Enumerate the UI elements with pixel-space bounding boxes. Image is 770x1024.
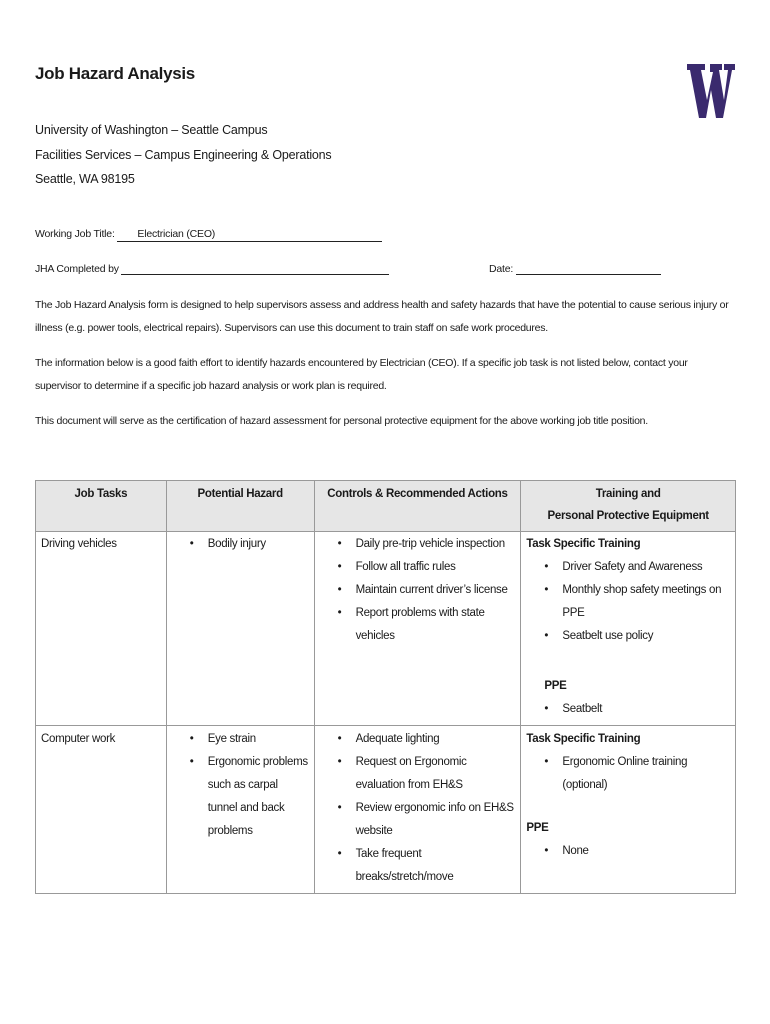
date-label: Date: — [489, 263, 514, 275]
page-title: Job Hazard Analysis — [35, 64, 195, 83]
training-cell — [521, 726, 736, 894]
header-controls: Controls & Recommended Actions — [314, 481, 521, 532]
ppe-heading: PPE — [526, 822, 549, 834]
list-item: • Report problems with state vehicles — [320, 602, 516, 648]
header-training-ppe — [521, 481, 736, 532]
header-potential-hazard: Potential Hazard — [166, 481, 314, 532]
list-item: • Daily pre-trip vehicle inspection — [320, 533, 516, 556]
list-item: • Seatbelt use policy — [526, 625, 730, 648]
info-paragraph: The information below is a good faith effort to identify hazards encountered by Electrician (CEO). If a specific job task is not listed below, contact your supervisor to determine if a specific job hazard analysis or work plan is required. — [35, 357, 688, 392]
list-item: • Bodily injury — [172, 533, 309, 556]
header-training-line: Training and — [595, 488, 661, 500]
list-item: • Maintain current driver’s license — [320, 579, 516, 602]
list-item: • Review ergonomic info on EH&S website — [320, 797, 516, 843]
ppe-heading: PPE — [544, 680, 567, 692]
table-header-row — [36, 481, 736, 532]
list-item: • Ergonomic problems such as carpal tunnel and back problems — [172, 751, 309, 843]
date-field — [489, 263, 661, 275]
table-row — [36, 726, 736, 894]
header-ppe-line: Personal Protective Equipment — [547, 510, 709, 522]
list-item: • None — [526, 840, 730, 863]
list-item: • Driver Safety and Awareness — [526, 556, 730, 579]
list-item: • Ergonomic Online training (optional) — [526, 751, 730, 797]
training-cell — [521, 532, 736, 726]
hazard-cell — [166, 726, 314, 894]
address-line: Facilities Services – Campus Engineering & Operations — [35, 147, 332, 162]
address-block — [35, 118, 332, 192]
list-item: • Eye strain — [172, 728, 309, 751]
date-blank[interactable] — [516, 263, 661, 275]
task-cell: Computer work — [36, 726, 167, 894]
job-title-field — [35, 228, 382, 242]
list-item: • Follow all traffic rules — [320, 556, 516, 579]
uw-logo — [687, 60, 735, 122]
completed-by-field — [35, 263, 389, 275]
list-item: • Seatbelt — [526, 698, 730, 721]
address-line: Seattle, WA 98195 — [35, 172, 135, 186]
task-cell: Driving vehicles — [36, 532, 167, 726]
header-job-tasks: Job Tasks — [36, 481, 167, 532]
hazard-cell — [166, 532, 314, 726]
list-item: • Take frequent breaks/stretch/move — [320, 843, 516, 889]
table-row — [36, 532, 736, 726]
list-item: • Adequate lighting — [320, 728, 516, 751]
completed-by-blank[interactable] — [121, 263, 389, 275]
completed-by-label: JHA Completed by — [35, 263, 119, 275]
job-title-value[interactable]: Electrician (CEO) — [117, 228, 382, 242]
list-item: • Monthly shop safety meetings on PPE — [526, 579, 730, 625]
address-line: University of Washington – Seattle Campus — [35, 123, 268, 137]
training-heading: Task Specific Training — [526, 538, 641, 550]
controls-cell — [314, 726, 521, 894]
job-title-label: Working Job Title: — [35, 228, 115, 240]
intro-paragraph: The Job Hazard Analysis form is designed to help supervisors assess and address health and safety hazards that have the potential to cause serious injury or illness (e.g. power tools, electrical repairs). Supervisors can use this document to train staff on safe work procedures. — [35, 299, 729, 334]
training-heading: Task Specific Training — [526, 733, 641, 745]
certification-paragraph: This document will serve as the certification of hazard assessment for personal protective equipment for the above working job title position. — [35, 415, 648, 427]
controls-cell — [314, 532, 521, 726]
list-item: • Request on Ergonomic evaluation from EH&S — [320, 751, 516, 797]
hazard-table — [35, 480, 736, 894]
